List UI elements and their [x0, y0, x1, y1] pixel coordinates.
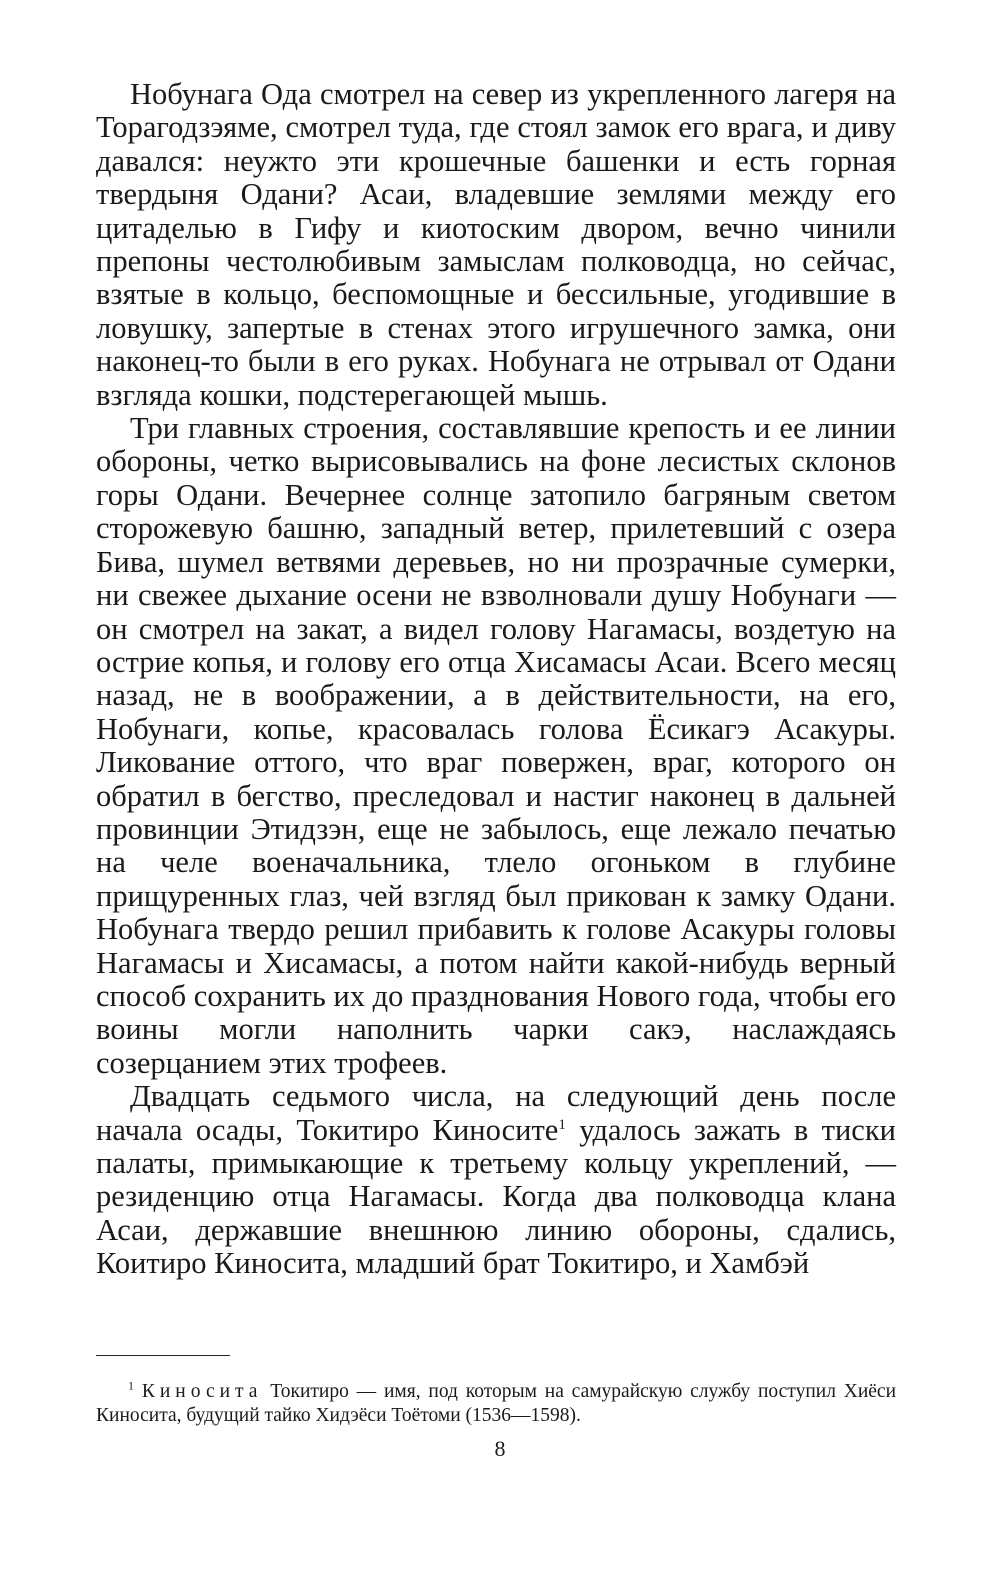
paragraph-3-text-start: Двадцать седьмого числа, на следующий день после начала осады, Токитиро Киносите: [96, 1079, 896, 1147]
footnote: [96, 1380, 896, 1428]
page-number: 8: [494, 1436, 506, 1461]
body-text: [96, 78, 896, 1281]
paragraph-3: [96, 1080, 896, 1280]
paragraph-2: Три главных строения, составлявшие крепость и ее линии обороны, четко вырисовывались на фоне лесистых склонов горы Одани. Вечернее солнце затопило багряным светом сторожевую башню, западный ветер, прилетевший с озера Бива, шумел ветвями деревьев, но ни прозрачные сумерки, ни свежее дыхание осени не взволновали душу Нобунаги — он смотрел на закат, а видел голову Нагамасы, воздетую на острие копья, и голову его отца Хисамасы Асаи. Всего месяц назад, не в воображении, а в действительности, на его, Нобунаги, копье, красовалась голова Ёсикагэ Асакуры. Ликование оттого, что враг повержен, враг, которого он обратил в бегство, преследовал и настиг наконец в дальней провинции Этидзэн, еще не забылось, еще лежало печатью на челе военачальника, тлело огоньком в глубине прищуренных глаз, чей взгляд был прикован к замку Одани. Нобунага твердо решил прибавить к голове Асакуры головы Нагамасы и Хисамасы, а потом найти какой-нибудь верный способ сохранить их до празднования Нового года, чтобы его воины могли наполнить чарки сакэ, наслаждаясь созерцанием этих трофеев.: [96, 411, 896, 1080]
footnote-term: Киносита: [141, 1381, 263, 1402]
footnote-reference[interactable]: 1: [558, 1116, 566, 1133]
paragraph-3-text-end: удалось зажать в тиски палаты, примыкающие к третьему кольцу укреплений, — резиденцию отца Нагамасы. Когда два полководца клана Асаи, державшие внешнюю линию обороны, сдались, Коитиро Киносита, младший брат Токитиро, и Хамбэй: [96, 1112, 896, 1281]
paragraph-1: Нобунага Ода смотрел на север из укрепленного лагеря на Торагодзэяме, смотрел туда, где стоял замок его врага, и диву давался: неужто эти крошечные башенки и есть горная твердыня Одани? Асаи, владевшие землями между его цитаделью в Гифу и киотоским двором, вечно чинили препоны честолюбивым замыслам полководца, но сейчас, взятые в кольцо, беспомощные и бессильные, угодившие в ловушку, запертые в стенах этого игрушечного замка, они наконец-то были в его руках. Нобунага не отрывал от Одани взгляда кошки, подстерегающей мышь.: [96, 77, 896, 412]
footnote-mark: 1: [128, 1378, 134, 1393]
footnote-text: Токитиро — имя, под которым на самурайскую службу поступил Хиёси Киносита, будущий тайко Хидэёси Тоётоми (1536—1598).: [96, 1381, 896, 1426]
page-body: [96, 78, 896, 1281]
footnote-divider: [96, 1355, 230, 1356]
